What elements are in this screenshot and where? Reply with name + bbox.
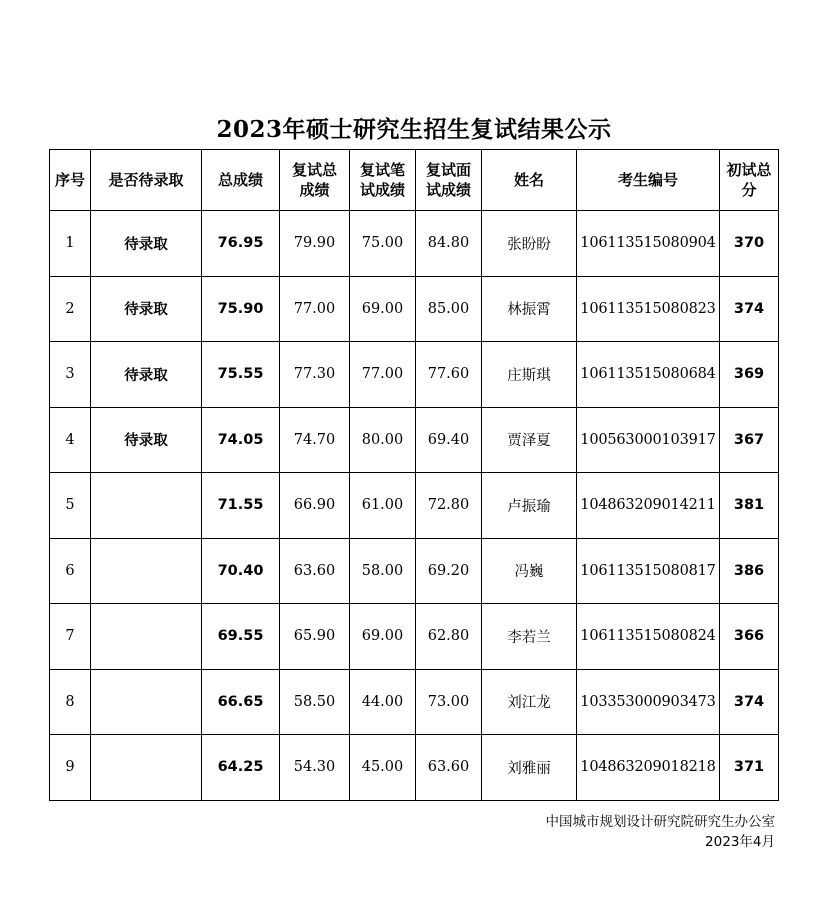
header-prelim-line: 分 xyxy=(741,181,757,199)
header-retest-total xyxy=(280,150,350,211)
cell-exam-id: 106113515080824 xyxy=(577,604,720,670)
cell-name: 李若兰 xyxy=(482,604,577,670)
cell-interview: 72.80 xyxy=(416,473,482,539)
table-row xyxy=(50,407,779,473)
header-written-line: 复试笔 xyxy=(359,161,405,179)
table-body xyxy=(50,211,779,801)
cell-name: 林振霄 xyxy=(482,276,577,342)
cell-name: 刘江龙 xyxy=(482,669,577,735)
header-prelim-line: 初试总 xyxy=(726,161,772,179)
cell-exam-id: 106113515080817 xyxy=(577,538,720,604)
cell-no: 8 xyxy=(50,669,91,735)
table-row xyxy=(50,276,779,342)
header-status-line: 是否待录取 xyxy=(108,171,184,189)
header-exam-id-line: 考生编号 xyxy=(617,171,678,189)
header-written xyxy=(350,150,416,211)
cell-name: 张盼盼 xyxy=(482,211,577,277)
table-row xyxy=(50,342,779,408)
header-exam-id xyxy=(577,150,720,211)
cell-interview: 69.40 xyxy=(416,407,482,473)
header-status xyxy=(91,150,202,211)
header-total xyxy=(202,150,280,211)
table-header-row xyxy=(50,150,779,211)
cell-prelim: 366 xyxy=(720,604,779,670)
cell-exam-id: 104863209014211 xyxy=(577,473,720,539)
cell-total: 70.40 xyxy=(202,538,280,604)
cell-name: 刘雅丽 xyxy=(482,735,577,801)
cell-total: 74.05 xyxy=(202,407,280,473)
cell-interview: 85.00 xyxy=(416,276,482,342)
cell-retest-total: 66.90 xyxy=(280,473,350,539)
cell-written: 80.00 xyxy=(350,407,416,473)
page-title: 2023年硕士研究生招生复试结果公示 xyxy=(216,116,612,143)
cell-name: 卢振瑜 xyxy=(482,473,577,539)
cell-exam-id: 106113515080823 xyxy=(577,276,720,342)
table-row xyxy=(50,211,779,277)
cell-retest-total: 65.90 xyxy=(280,604,350,670)
cell-prelim: 374 xyxy=(720,276,779,342)
cell-no: 5 xyxy=(50,473,91,539)
header-no-line: 序号 xyxy=(54,171,85,189)
header-retest-total-line: 成绩 xyxy=(299,181,330,199)
cell-prelim: 370 xyxy=(720,211,779,277)
cell-written: 69.00 xyxy=(350,604,416,670)
cell-no: 2 xyxy=(50,276,91,342)
cell-interview: 84.80 xyxy=(416,211,482,277)
cell-status: 待录取 xyxy=(91,342,202,408)
cell-retest-total: 58.50 xyxy=(280,669,350,735)
cell-no: 3 xyxy=(50,342,91,408)
cell-retest-total: 79.90 xyxy=(280,211,350,277)
cell-prelim: 386 xyxy=(720,538,779,604)
cell-written: 75.00 xyxy=(350,211,416,277)
footer-organization: 中国城市规划设计研究院研究生办公室 xyxy=(545,814,775,830)
cell-status xyxy=(91,538,202,604)
cell-retest-total: 74.70 xyxy=(280,407,350,473)
cell-exam-id: 106113515080904 xyxy=(577,211,720,277)
cell-prelim: 369 xyxy=(720,342,779,408)
cell-prelim: 371 xyxy=(720,735,779,801)
cell-name: 冯巍 xyxy=(482,538,577,604)
cell-no: 9 xyxy=(50,735,91,801)
cell-retest-total: 54.30 xyxy=(280,735,350,801)
table-row xyxy=(50,473,779,539)
cell-total: 66.65 xyxy=(202,669,280,735)
cell-interview: 73.00 xyxy=(416,669,482,735)
cell-status xyxy=(91,473,202,539)
cell-written: 69.00 xyxy=(350,276,416,342)
cell-interview: 69.20 xyxy=(416,538,482,604)
cell-status xyxy=(91,735,202,801)
cell-total: 64.25 xyxy=(202,735,280,801)
cell-exam-id: 103353000903473 xyxy=(577,669,720,735)
cell-name: 庄斯琪 xyxy=(482,342,577,408)
header-interview xyxy=(416,150,482,211)
header-interview-line: 试成绩 xyxy=(425,181,471,199)
cell-prelim: 381 xyxy=(720,473,779,539)
cell-no: 7 xyxy=(50,604,91,670)
cell-no: 6 xyxy=(50,538,91,604)
header-name-line: 姓名 xyxy=(513,171,544,189)
cell-exam-id: 100563000103917 xyxy=(577,407,720,473)
cell-retest-total: 63.60 xyxy=(280,538,350,604)
cell-written: 44.00 xyxy=(350,669,416,735)
cell-status xyxy=(91,604,202,670)
header-name xyxy=(482,150,577,211)
cell-total: 75.55 xyxy=(202,342,280,408)
header-interview-line: 复试面 xyxy=(425,161,471,179)
table-row xyxy=(50,538,779,604)
table-row xyxy=(50,735,779,801)
table-row xyxy=(50,669,779,735)
cell-total: 75.90 xyxy=(202,276,280,342)
cell-status xyxy=(91,669,202,735)
cell-written: 45.00 xyxy=(350,735,416,801)
cell-status: 待录取 xyxy=(91,407,202,473)
cell-written: 77.00 xyxy=(350,342,416,408)
cell-total: 69.55 xyxy=(202,604,280,670)
header-total-line: 总成绩 xyxy=(217,171,263,189)
cell-no: 1 xyxy=(50,211,91,277)
cell-no: 4 xyxy=(50,407,91,473)
cell-name: 贾泽夏 xyxy=(482,407,577,473)
results-table xyxy=(49,149,779,801)
cell-retest-total: 77.30 xyxy=(280,342,350,408)
header-written-line: 试成绩 xyxy=(359,181,405,199)
cell-prelim: 367 xyxy=(720,407,779,473)
footer-date: 2023年4月 xyxy=(705,834,775,850)
cell-prelim: 374 xyxy=(720,669,779,735)
header-retest-total-line: 复试总 xyxy=(291,161,337,179)
cell-written: 61.00 xyxy=(350,473,416,539)
cell-interview: 62.80 xyxy=(416,604,482,670)
cell-total: 71.55 xyxy=(202,473,280,539)
cell-interview: 63.60 xyxy=(416,735,482,801)
cell-exam-id: 104863209018218 xyxy=(577,735,720,801)
cell-total: 76.95 xyxy=(202,211,280,277)
cell-status: 待录取 xyxy=(91,276,202,342)
cell-written: 58.00 xyxy=(350,538,416,604)
cell-retest-total: 77.00 xyxy=(280,276,350,342)
header-prelim xyxy=(720,150,779,211)
header-no xyxy=(50,150,91,211)
cell-interview: 77.60 xyxy=(416,342,482,408)
table-row xyxy=(50,604,779,670)
cell-exam-id: 106113515080684 xyxy=(577,342,720,408)
cell-status: 待录取 xyxy=(91,211,202,277)
